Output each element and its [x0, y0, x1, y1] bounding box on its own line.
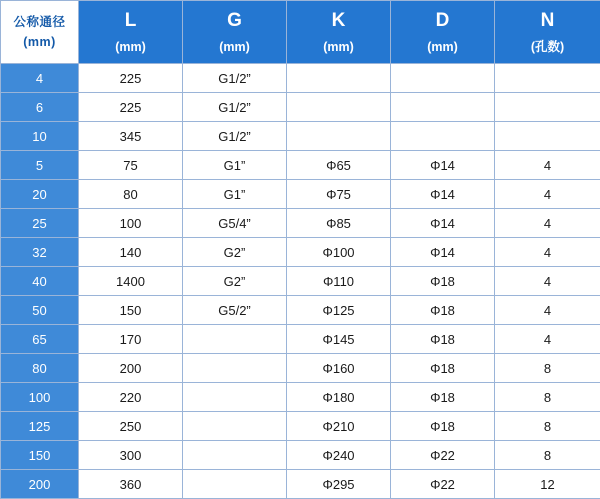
cell-value: Φ125 — [287, 296, 391, 325]
cell-value — [287, 93, 391, 122]
table-row — [1, 122, 600, 151]
cell-value: Φ18 — [391, 412, 495, 441]
cell-value: G1/2” — [183, 122, 287, 151]
cell-value: 75 — [79, 151, 183, 180]
table-row — [1, 470, 600, 499]
cell-nominal-diameter: 50 — [1, 296, 79, 325]
cell-value: Φ180 — [287, 383, 391, 412]
cell-value — [495, 64, 600, 93]
cell-value: 8 — [495, 441, 600, 470]
cell-value — [183, 412, 287, 441]
column-header-l-label: L — [79, 8, 182, 34]
cell-value: Φ18 — [391, 383, 495, 412]
header-row — [1, 1, 600, 64]
cell-value: Φ295 — [287, 470, 391, 499]
column-header-k-unit: (mm) — [287, 39, 390, 56]
table-row — [1, 209, 600, 238]
cell-value: G1/2” — [183, 64, 287, 93]
cell-value: Φ75 — [287, 180, 391, 209]
cell-nominal-diameter: 150 — [1, 441, 79, 470]
table-row — [1, 151, 600, 180]
cell-nominal-diameter: 5 — [1, 151, 79, 180]
cell-value: Φ22 — [391, 441, 495, 470]
column-header-d-unit: (mm) — [391, 39, 494, 56]
cell-value: 1400 — [79, 267, 183, 296]
cell-nominal-diameter: 10 — [1, 122, 79, 151]
column-header-g-label: G — [183, 8, 286, 34]
cell-value: Φ14 — [391, 180, 495, 209]
cell-value — [495, 93, 600, 122]
column-header-l-unit: (mm) — [79, 39, 182, 56]
cell-value: 100 — [79, 209, 183, 238]
cell-nominal-diameter: 4 — [1, 64, 79, 93]
column-header-k-label: K — [287, 8, 390, 34]
cell-value: Φ85 — [287, 209, 391, 238]
table-body — [1, 64, 600, 499]
cell-nominal-diameter: 25 — [1, 209, 79, 238]
cell-value: 4 — [495, 151, 600, 180]
table-row — [1, 180, 600, 209]
cell-value: 4 — [495, 209, 600, 238]
cell-value: 250 — [79, 412, 183, 441]
cell-nominal-diameter: 65 — [1, 325, 79, 354]
cell-value: Φ160 — [287, 354, 391, 383]
cell-value: G5/4” — [183, 209, 287, 238]
table-row — [1, 354, 600, 383]
cell-nominal-diameter: 100 — [1, 383, 79, 412]
table-row — [1, 238, 600, 267]
table-row — [1, 267, 600, 296]
cell-value — [391, 122, 495, 151]
cell-value: Φ18 — [391, 296, 495, 325]
cell-value — [183, 383, 287, 412]
column-header-n-label: N — [495, 8, 600, 34]
cell-value: Φ18 — [391, 325, 495, 354]
table-header — [1, 1, 600, 64]
cell-value: Φ210 — [287, 412, 391, 441]
column-header-g-unit: (mm) — [183, 39, 286, 56]
cell-value: G1” — [183, 151, 287, 180]
cell-nominal-diameter: 80 — [1, 354, 79, 383]
column-header-d-label: D — [391, 8, 494, 34]
column-header-d — [391, 1, 495, 64]
table-row — [1, 412, 600, 441]
cell-value: 12 — [495, 470, 600, 499]
column-header-n — [495, 1, 600, 64]
cell-value: G1/2” — [183, 93, 287, 122]
cell-value: 8 — [495, 354, 600, 383]
cell-value: 4 — [495, 180, 600, 209]
cell-value: Φ22 — [391, 470, 495, 499]
cell-value: 170 — [79, 325, 183, 354]
cell-nominal-diameter: 125 — [1, 412, 79, 441]
cell-nominal-diameter: 6 — [1, 93, 79, 122]
cell-value: 8 — [495, 383, 600, 412]
cell-value: 200 — [79, 354, 183, 383]
cell-value: Φ240 — [287, 441, 391, 470]
cell-value: Φ14 — [391, 238, 495, 267]
cell-value: 300 — [79, 441, 183, 470]
cell-value: Φ110 — [287, 267, 391, 296]
cell-value — [495, 122, 600, 151]
cell-value — [183, 354, 287, 383]
column-header-g — [183, 1, 287, 64]
cell-value: 4 — [495, 325, 600, 354]
cell-value: 4 — [495, 238, 600, 267]
column-header-nominal-diameter-label: 公称通径 — [1, 14, 78, 31]
table-row — [1, 383, 600, 412]
cell-value: 220 — [79, 383, 183, 412]
column-header-nominal-diameter-unit: (mm) — [1, 34, 78, 51]
column-header-l — [79, 1, 183, 64]
cell-value: G1” — [183, 180, 287, 209]
cell-value — [391, 64, 495, 93]
table-row — [1, 296, 600, 325]
cell-value: 140 — [79, 238, 183, 267]
cell-value: Φ14 — [391, 209, 495, 238]
cell-value — [287, 122, 391, 151]
table-row — [1, 325, 600, 354]
cell-value: 80 — [79, 180, 183, 209]
table-row — [1, 93, 600, 122]
cell-value: Φ18 — [391, 267, 495, 296]
cell-value: Φ100 — [287, 238, 391, 267]
cell-nominal-diameter: 200 — [1, 470, 79, 499]
cell-value — [391, 93, 495, 122]
cell-value — [183, 470, 287, 499]
table-row — [1, 441, 600, 470]
cell-value: Φ145 — [287, 325, 391, 354]
cell-nominal-diameter: 32 — [1, 238, 79, 267]
cell-value: Φ18 — [391, 354, 495, 383]
cell-value: 225 — [79, 64, 183, 93]
cell-value: 4 — [495, 296, 600, 325]
cell-value: G2” — [183, 267, 287, 296]
cell-value: G5/2” — [183, 296, 287, 325]
cell-nominal-diameter: 20 — [1, 180, 79, 209]
cell-value: 360 — [79, 470, 183, 499]
cell-value: 345 — [79, 122, 183, 151]
cell-value: Φ14 — [391, 151, 495, 180]
cell-value — [183, 325, 287, 354]
column-header-nominal-diameter — [1, 1, 79, 64]
column-header-k — [287, 1, 391, 64]
cell-value — [287, 64, 391, 93]
cell-nominal-diameter: 40 — [1, 267, 79, 296]
cell-value: 225 — [79, 93, 183, 122]
cell-value: 150 — [79, 296, 183, 325]
column-header-n-unit: (孔数) — [495, 39, 600, 56]
cell-value: Φ65 — [287, 151, 391, 180]
table-row — [1, 64, 600, 93]
cell-value: G2” — [183, 238, 287, 267]
cell-value — [183, 441, 287, 470]
cell-value: 8 — [495, 412, 600, 441]
cell-value: 4 — [495, 267, 600, 296]
